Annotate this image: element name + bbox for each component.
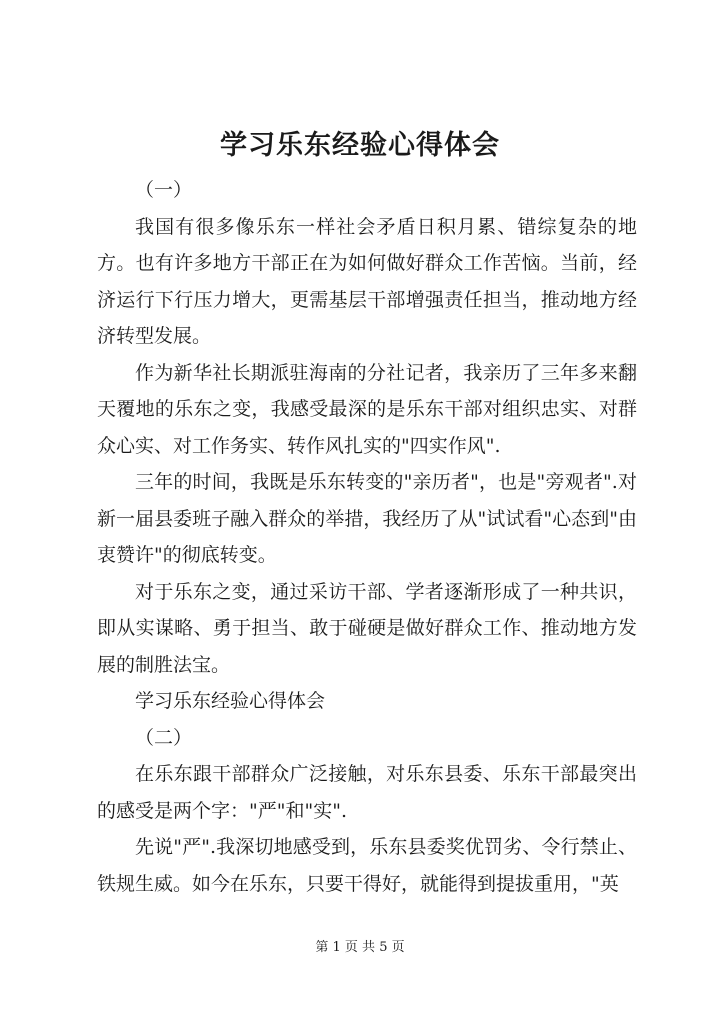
- paragraph: 先说"严".我深切地感受到，乐东县委奖优罚劣、令行禁止、铁规生威。如今在乐东，只要干得好，就能得到提拔重用，"英: [97, 836, 637, 895]
- section-heading-2: （二）: [135, 726, 193, 749]
- paragraph: 三年的时间，我既是乐东转变的"亲历者"，也是"旁观者".对新一届县委班子融入群众的举措，我经历了从"试试看"心态到"由衷赞许"的彻底转变。: [97, 471, 637, 566]
- document-title: 学习乐东经验心得体会: [220, 130, 500, 161]
- paragraph: 对于乐东之变，通过采访干部、学者逐渐形成了一种共识，即从实谋略、勇于担当、敢于碰硬是做好群众工作、推动地方发展的制胜法宝。: [97, 580, 637, 676]
- page-number-footer: 第 1 页 共 5 页: [315, 940, 405, 955]
- document-body: [97, 172, 637, 902]
- paragraph: 在乐东跟干部群众广泛接触，对乐东县委、乐东干部最突出的感受是两个字："严"和"实".: [97, 763, 637, 822]
- paragraph: 我国有很多像乐东一样社会矛盾日积月累、错综复杂的地方。也有许多地方干部正在为如何做好群众工作苦恼。当前，经济运行下行压力增大，更需基层干部增强责任担当，推动地方经济转型发展。: [97, 215, 637, 347]
- paragraph: 作为新华社长期派驻海南的分社记者，我亲历了三年多来翻天覆地的乐东之变，我感受最深的是乐东干部对组织忠实、对群众心实、对工作务实、转作风扎实的"四实作风".: [97, 361, 637, 457]
- section-heading-1: （一）: [135, 179, 193, 201]
- sub-title: 学习乐东经验心得体会: [135, 690, 326, 712]
